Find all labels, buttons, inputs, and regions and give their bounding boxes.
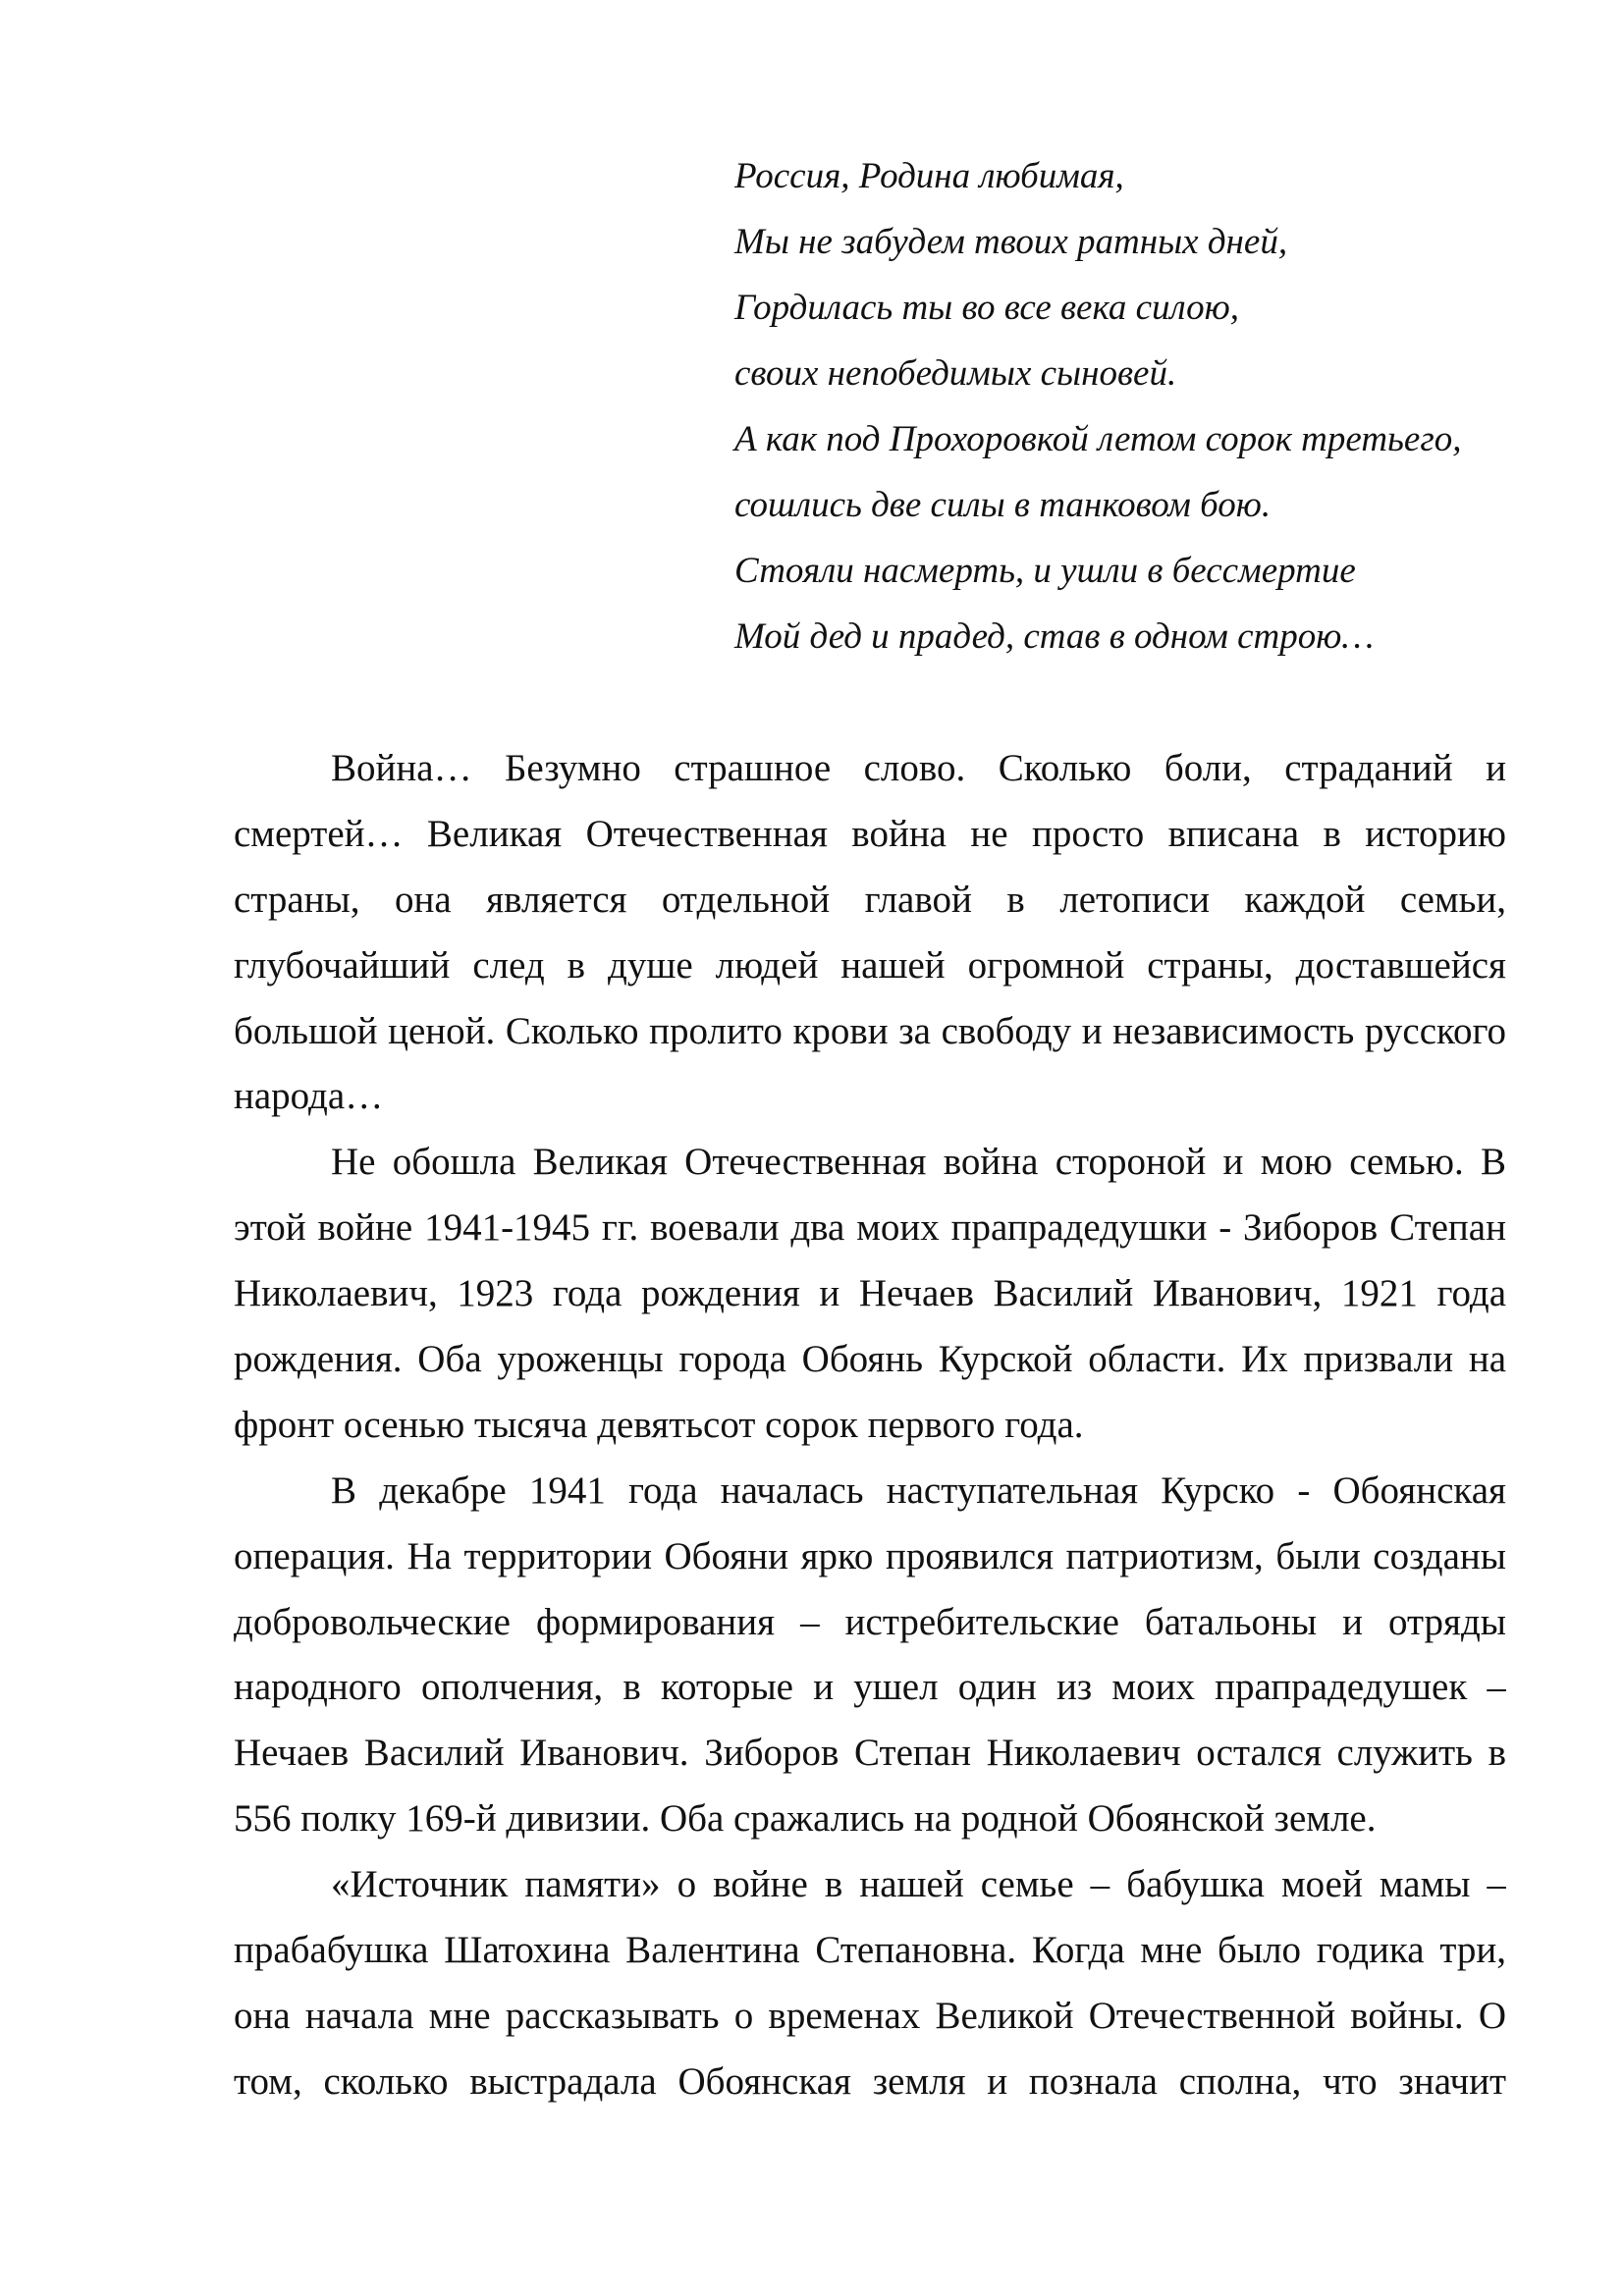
text-line: Николаевич, 1923 года рождения и Нечаев Василий Иванович, 1921 года <box>234 1272 1506 1315</box>
text-line: глубочайший след в душе людей нашей огромной страны, доставшейся <box>234 943 1506 987</box>
text-line: «Источник памяти» о войне в нашей семье – бабушка моей мамы – <box>331 1863 1506 1906</box>
body-text <box>234 736 1506 2115</box>
poem-line: А как под Прохоровкой летом сорок третьего, <box>734 419 1462 459</box>
text-line: том, сколько выстрадала Обоянская земля и познала сполна, что значит <box>234 2059 1506 2103</box>
text-line: Война… Безумно страшное слово. Сколько боли, страданий и <box>331 747 1506 789</box>
poem-line: сошлись две силы в танковом бою. <box>734 485 1272 525</box>
text-line: прабабушка Шатохина Валентина Степановна. Когда мне было годика три, <box>234 1929 1506 1972</box>
text-line: народного ополчения, в которые и ушел один из моих прапрадедушек – <box>234 1666 1506 1709</box>
text-line: Нечаев Василий Иванович. Зиборов Степан Николаевич остался служить в <box>234 1732 1506 1775</box>
text-line: добровольческие формирования – истребительские батальоны и отряды <box>234 1600 1506 1643</box>
poem-line: Гордилась ты во все века силою, <box>734 288 1239 328</box>
text-line: этой войне 1941-1945 гг. воевали два моих прапрадедушки - Зиборов Степан <box>234 1206 1506 1250</box>
paragraph-memory <box>234 1852 1506 2115</box>
text-line: фронт осенью тысяча девятьсот сорок первого года. <box>234 1403 1084 1446</box>
text-line: страны, она является отдельной главой в летописи каждой семьи, <box>234 878 1506 921</box>
paragraph-war <box>234 736 1506 1130</box>
paragraph-family <box>234 1130 1506 1458</box>
poem-line: Стояли насмерть, и ушли в бессмертие <box>734 551 1356 591</box>
text-line: В декабре 1941 года началась наступательная Курско - Обоянская <box>331 1468 1506 1512</box>
poem-line: Мой дед и прадед, став в одном строю… <box>734 616 1375 657</box>
text-line: Не обошла Великая Отечественная война стороной и мою семью. В <box>331 1141 1506 1184</box>
paragraph-operation <box>234 1459 1506 1852</box>
text-line: 556 полку 169-й дивизии. Оба сражались на родной Обоянской земле. <box>234 1797 1377 1841</box>
text-line: смертей… Великая Отечественная война не просто вписана в историю <box>234 812 1506 855</box>
text-line: большой ценой. Сколько пролито крови за свободу и независимость русского <box>234 1009 1506 1052</box>
poem-line: своих непобедимых сыновей. <box>734 353 1177 394</box>
epigraph-poem <box>734 143 1462 669</box>
text-line: рождения. Оба уроженцы города Обоянь Курской области. Их призвали на <box>234 1338 1506 1381</box>
text-line: операция. На территории Обояни ярко проявился патриотизм, были созданы <box>234 1534 1506 1577</box>
text-line: она начала мне рассказывать о временах Великой Отечественной войны. О <box>234 1994 1506 2037</box>
text-line: народа… <box>234 1075 384 1118</box>
poem-line: Мы не забудем твоих ратных дней, <box>734 222 1288 262</box>
poem-line: Россия, Родина любимая, <box>734 156 1124 196</box>
